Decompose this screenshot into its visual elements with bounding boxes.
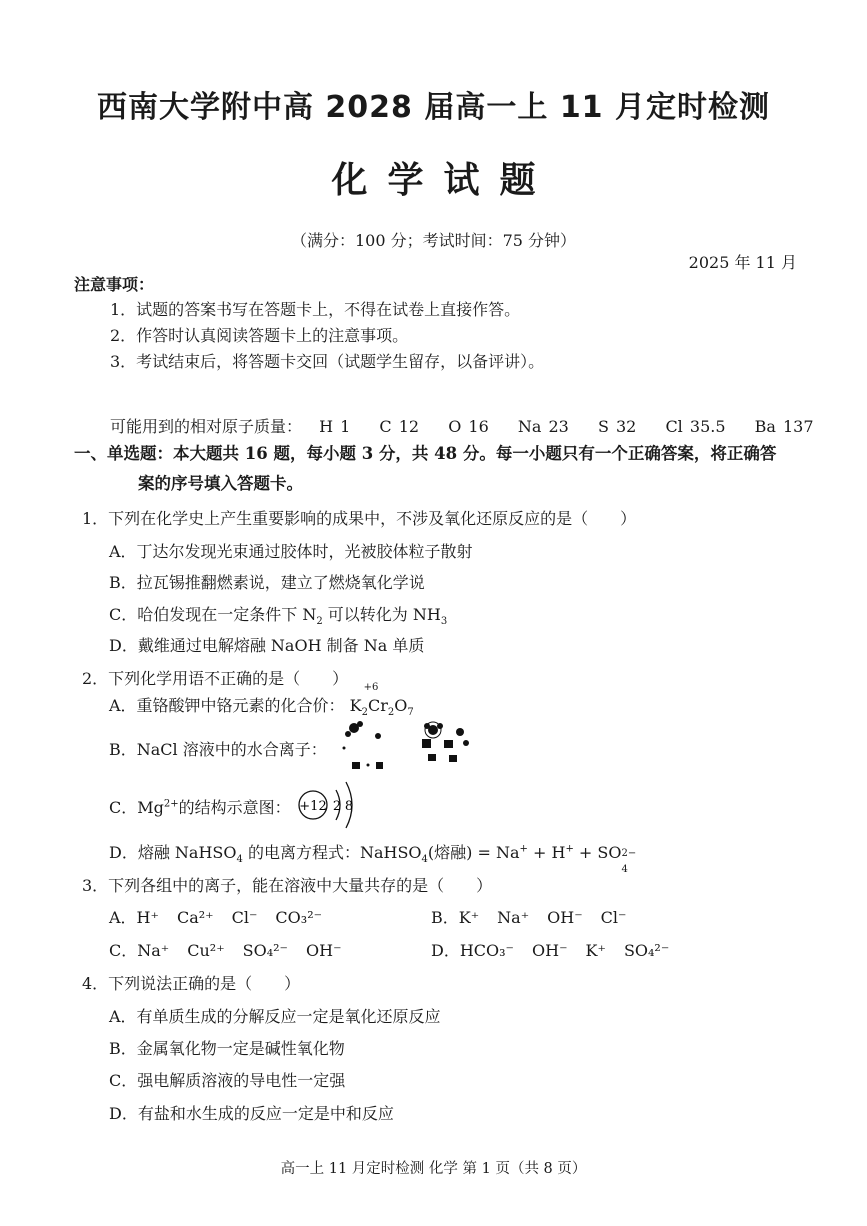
atomic-mass-value: Cl 35.5 (665, 417, 726, 436)
q4-option-d: D．有盐和水生成的反应一定是中和反应 (109, 1104, 394, 1123)
page-footer: 高一上 11 月定时检测 化学 第 1 页（共 8 页） (280, 1161, 587, 1177)
q4-option-c: C．强电解质溶液的导电性一定强 (109, 1071, 346, 1090)
mg-structure-diagram (296, 780, 366, 830)
q2-option-a: A．重铬酸钾中铬元素的化合价： +6 $K_2Cr_2O_7$ (109, 682, 414, 719)
section-heading: 一、单选题：本大题共 16 题，每小题 3 分，共 48 分。每一小题只有一个正确答案，将正确答 (74, 444, 777, 463)
hydrated-ion-diagram (336, 718, 476, 780)
atomic-mass-value: C 12 (379, 417, 420, 436)
q2-option-b: B．NaCl 溶液中的水合离子： (109, 740, 327, 759)
question-4-stem: 4．下列说法正确的是（ ） (82, 974, 301, 993)
notice-item: 2．作答时认真阅读答题卡上的注意事项。 (110, 326, 409, 345)
q4-option-b: B．金属氧化物一定是碱性氧化物 (109, 1039, 345, 1058)
q1-option-b: B．拉瓦锡推翻燃素说，建立了燃烧氧化学说 (109, 573, 425, 592)
notice-item: 3．考试结束后，将答题卡交回（试题学生留存，以备评讲）。 (110, 352, 545, 371)
q1-option-c: C．哈伯发现在一定条件下 $N_2$ 可以转化为 $NH_3$ (109, 605, 448, 628)
shell-1-count: 2 (332, 799, 342, 814)
atomic-mass-value: Na 23 (517, 417, 569, 436)
q1-option-d: D．戴维通过电解熔融 NaOH 制备 Na 单质 (109, 636, 425, 655)
q2-option-d: D．熔融 NaHSO$_4$ 的电离方程式：NaHSO$_4$(熔融) = Na+ + H+ + SO 2− 4 (109, 843, 637, 875)
q3-option-a: A．H⁺ Ca²⁺ Cl⁻ CO₃²⁻ (109, 908, 323, 927)
q1-option-a: A．丁达尔发现光束通过胶体时，光被胶体粒子散射 (109, 542, 473, 561)
atomic-mass-line (110, 414, 836, 437)
oxidation-state: +6 (363, 682, 379, 693)
question-3-stem: 3．下列各组中的离子，能在溶液中大量共存的是（ ） (82, 876, 493, 895)
section-heading-cont: 案的序号填入答题卡。 (138, 474, 303, 493)
subject-title: 化学试题 (331, 159, 556, 201)
q2-option-c: C．$Mg^{2+}$的结构示意图： (109, 798, 291, 817)
exam-meta: （满分：100 分；考试时间：75 分钟） (290, 231, 577, 250)
exam-date: 2025 年 11 月 (688, 253, 797, 272)
q3-option-c: C．Na⁺ Cu²⁺ SO₄²⁻ OH⁻ (109, 941, 342, 960)
question-1-stem: 1．下列在化学史上产生重要影响的成果中，不涉及氧化还原反应的是（ ） (82, 509, 637, 528)
atomic-mass-value: O 16 (448, 417, 489, 436)
question-2-stem: 2．下列化学用语不正确的是（ ） (82, 669, 349, 688)
atomic-mass-label: 可能用到的相对原子质量： (110, 417, 303, 436)
q3-option-d: D．HCO₃⁻ OH⁻ K⁺ SO₄²⁻ (431, 941, 670, 960)
notice-title: 注意事项： (74, 275, 155, 294)
shell-2-count: 8 (344, 799, 354, 814)
q3-option-b: B．K⁺ Na⁺ OH⁻ Cl⁻ (431, 908, 627, 927)
atomic-mass-value: H 1 (319, 417, 351, 436)
atomic-mass-value: S 32 (597, 417, 637, 436)
exam-title: 西南大学附中高 2028 届高一上 11 月定时检测 (96, 90, 771, 125)
atomic-mass-value: Ba 137 (754, 417, 814, 436)
nucleus-label: +12 (299, 799, 327, 814)
q4-option-a: A．有单质生成的分解反应一定是氧化还原反应 (109, 1007, 441, 1026)
notice-item: 1．试题的答案书写在答题卡上，不得在试卷上直接作答。 (110, 300, 521, 319)
